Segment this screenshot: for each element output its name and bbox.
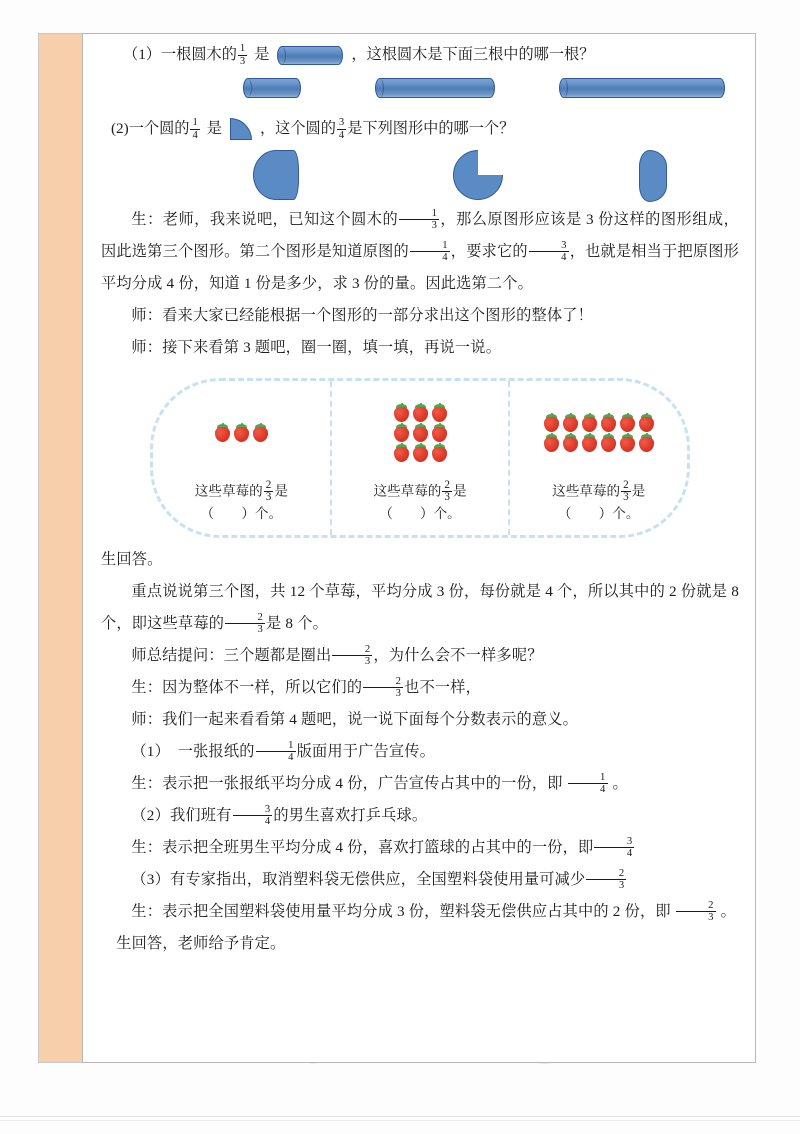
strawberry-icon [619, 434, 636, 452]
fraction-numerator: 2 [444, 478, 450, 491]
fraction-denominator: 3 [265, 491, 272, 504]
text-run: 生：表示把全班男生平均分成 4 份，喜欢打篮球的占其中的一份，即 [131, 839, 594, 856]
text-run: ，为什么会不一样多呢？ [373, 647, 543, 664]
fraction-numerator: 2 [364, 644, 371, 656]
fraction-denominator: 3 [586, 879, 626, 891]
text-run: 生：表示把全国塑料袋使用量平均分成 3 份，塑料袋无偿供应占其中的 2 份，即 [131, 903, 671, 920]
strawberry-row [543, 414, 655, 432]
strawberry-icon [562, 414, 579, 432]
strawberry-icon [233, 424, 250, 442]
exercise-1-fraction [238, 43, 247, 66]
fraction-numerator: 2 [708, 900, 714, 912]
fraction-denominator: 4 [233, 815, 273, 827]
page-bottom-rule-secondary [0, 1120, 800, 1121]
text-run: 是 8 个。 [266, 615, 328, 632]
text-run: 是 [274, 483, 288, 499]
paragraph-teacher-3: 师：我们一起来看看第 4 题吧，说一说下面每个分数表示的意义。 [131, 711, 579, 728]
fraction-numerator: 1 [431, 208, 438, 220]
strawberry-icon [431, 404, 448, 422]
strawberry-caption-2 [332, 480, 509, 523]
strawberry-caption-1 [153, 480, 330, 523]
strawberry-icon [543, 434, 560, 452]
strawberry-icon [393, 444, 410, 462]
paragraph-item-2 [101, 800, 739, 832]
strawberry-icon [393, 424, 410, 442]
fraction-numerator: 1 [239, 43, 246, 55]
page-bottom-rule [0, 1116, 800, 1117]
text-run: ，也就是相当于把原图形平均分成 4 份，知道 1 份是多少，求 3 份的量。因此选第二个。 [101, 243, 740, 292]
strawberry-row [214, 424, 269, 442]
exercise-2-prompt [101, 114, 739, 144]
cylinder-choices-row [101, 72, 739, 106]
strawberry-row [543, 434, 655, 452]
text-run: 是 [452, 483, 467, 499]
strawberry-icon [619, 414, 636, 432]
paragraph-item-3 [101, 864, 739, 896]
fraction-numerator: 1 [442, 240, 448, 252]
strawberry-panel [150, 378, 690, 538]
cylinder-choice-2[interactable] [375, 78, 495, 98]
document-content-box [82, 33, 756, 1063]
strawberry-grid-1 [153, 395, 330, 471]
text-run: 的男生喜欢打乒乓球。 [273, 807, 428, 824]
text-run: 这些草莓的 [552, 483, 621, 499]
strawberry-icon [543, 414, 560, 432]
strawberry-icon [600, 414, 617, 432]
inline-fraction [256, 740, 296, 763]
text-run: 是 [631, 483, 646, 499]
cylinder-choice-1[interactable] [243, 78, 301, 98]
exercise-1-suffix: ，这根圆木是下面三根中的哪一根？ [351, 46, 595, 63]
paragraph-item-3-answer [101, 896, 739, 928]
exercise-2-fraction-1 [190, 117, 199, 140]
paragraph-item-2-answer [101, 832, 739, 864]
strawberry-icon [600, 434, 617, 452]
text-run: 。 [720, 903, 737, 920]
exercise-2-fraction-2 [337, 117, 346, 140]
inline-fraction [399, 208, 439, 231]
fraction-numerator: 2 [623, 478, 629, 491]
fraction-numerator: 1 [192, 117, 198, 129]
fraction-numerator: 3 [264, 804, 271, 816]
fraction-numerator: 2 [395, 676, 402, 688]
inline-fraction [676, 900, 716, 923]
exercise-2-prefix: (2)一个圆的 [111, 120, 190, 137]
inline-fraction [442, 480, 452, 504]
exercise-1-mid: 是 [254, 46, 270, 63]
caption-line-2: （ ）个。 [379, 506, 461, 521]
fraction-numerator: 2 [265, 478, 272, 491]
strawberry-icon [252, 424, 269, 442]
strawberry-grid-3 [510, 395, 687, 471]
paragraph-student-1 [101, 204, 739, 300]
caption-line-1 [332, 480, 509, 504]
circle-choice-3-lens[interactable] [639, 150, 667, 202]
inline-fraction [332, 644, 372, 667]
text-run: ，要求它的 [450, 243, 528, 260]
text-run: 。 [612, 775, 628, 792]
inline-fraction [586, 868, 626, 891]
cylinder-sample-icon [277, 46, 343, 65]
fraction-numerator: 3 [561, 240, 567, 252]
inline-fraction [363, 676, 403, 699]
strawberry-icon [431, 424, 448, 442]
paragraph-teacher-summary [101, 640, 739, 672]
inline-fraction [264, 480, 274, 504]
left-accent-strip [38, 33, 82, 1063]
strawberry-grid-2 [332, 395, 509, 471]
fraction-denominator: 3 [363, 687, 403, 699]
fraction-denominator: 4 [338, 129, 345, 141]
exercise-1-prefix: （1）一根圆木的 [123, 46, 237, 63]
caption-line-2: （ ）个。 [200, 506, 283, 521]
text-run: 生：因为整体不一样，所以它们的 [131, 679, 363, 696]
inline-fraction [594, 836, 634, 859]
caption-line-2: （ ）个。 [557, 506, 640, 521]
text-run: 版面用于广告宣传。 [296, 743, 436, 760]
caption-line-1 [510, 480, 687, 504]
text-run: 也不一样， [404, 679, 482, 696]
fraction-denominator: 3 [623, 491, 629, 504]
exercise-2-mid: 是 [206, 120, 222, 137]
strawberry-cell-2[interactable] [330, 381, 509, 535]
strawberry-icon [214, 424, 231, 442]
text-run: 生：表示把一张报纸平均分成 4 份，广告宣传占其中的一份，即 [131, 775, 563, 792]
cylinder-choice-3[interactable] [559, 78, 725, 98]
text-run: 重点说说第三个图，共 12 个草莓，平均分成 3 份，每份就是 4 个，所以其中的 2 份就是 8 个，即这些草莓的 [101, 583, 739, 632]
paragraph-student-answer: 生回答。 [101, 551, 163, 568]
fraction-numerator: 1 [288, 740, 294, 752]
fraction-denominator: 4 [256, 751, 296, 763]
exercise-2-suffix: 是下列图形中的哪一个？ [347, 120, 515, 137]
inline-fraction [225, 612, 265, 635]
strawberry-icon [581, 434, 598, 452]
fraction-denominator: 3 [399, 219, 439, 231]
fraction-denominator: 4 [410, 251, 450, 263]
strawberry-icon [581, 414, 598, 432]
text-run: （2）我们班有 [131, 807, 232, 824]
inline-fraction [621, 480, 631, 504]
text-run: 师总结提问：三个题都是圈出 [131, 647, 332, 664]
strawberry-icon [638, 434, 655, 452]
fraction-denominator: 4 [529, 251, 569, 263]
strawberry-icon [412, 444, 429, 462]
strawberry-row [393, 444, 448, 462]
inline-fraction [410, 240, 450, 263]
circle-choices-row [101, 146, 739, 204]
circle-choice-2-three-quarter-pacman[interactable] [453, 150, 503, 200]
fraction-denominator: 3 [332, 655, 372, 667]
exercise-2-mid2: ，这个圆的 [259, 120, 336, 137]
strawberry-row [393, 424, 448, 442]
fraction-numerator: 2 [618, 868, 625, 880]
fraction-numerator: 3 [338, 117, 345, 129]
fraction-denominator: 4 [594, 847, 634, 859]
page-sheet [38, 33, 756, 1063]
paragraph-teacher-2: 师：接下来看第 3 题吧，圈一圈，填一填，再说一说。 [131, 339, 502, 356]
fraction-numerator: 2 [257, 612, 264, 624]
text-run: 这些草莓的 [373, 483, 442, 499]
text-run: （3）有专家指出，取消塑料袋无偿供应，全国塑料袋使用量可减少 [131, 871, 586, 888]
exercise-1-prompt [101, 40, 739, 70]
inline-fraction [529, 240, 569, 263]
fraction-denominator: 3 [444, 491, 450, 504]
strawberry-row [393, 404, 448, 422]
text-run: ，那么原图形应该是 3 份这样的图形组成，因此选第三个图形。第二个图形是知道原图的 [101, 211, 740, 260]
fraction-numerator: 3 [626, 836, 633, 848]
document-body [83, 40, 755, 960]
paragraph-student-2 [101, 672, 739, 704]
fraction-denominator: 4 [192, 129, 198, 141]
fraction-denominator: 3 [676, 911, 716, 923]
caption-line-1 [153, 480, 330, 504]
strawberry-icon [431, 444, 448, 462]
text-run: 这些草莓的 [194, 483, 263, 499]
fraction-denominator: 3 [225, 623, 265, 635]
strawberry-icon [638, 414, 655, 432]
text-run: （1） 一张报纸的 [131, 743, 255, 760]
paragraph-item-1-answer [101, 768, 739, 800]
paragraph-explain-third [101, 576, 739, 640]
fraction-numerator: 1 [600, 772, 606, 784]
inline-fraction [233, 804, 273, 827]
fraction-denominator: 3 [239, 55, 246, 67]
paragraph-item-1 [101, 736, 739, 768]
circle-choice-1-three-quarter-left[interactable] [253, 150, 299, 200]
strawberry-icon [562, 434, 579, 452]
strawberry-cell-1[interactable] [153, 381, 330, 535]
strawberry-caption-3 [510, 480, 687, 523]
strawberry-icon [412, 404, 429, 422]
paragraph-teacher-1: 师：看来大家已经能根据一个图形的一部分求出这个图形的整体了！ [131, 307, 594, 324]
strawberry-cell-3[interactable] [508, 381, 687, 535]
text-run: 生：老师，我来说吧，已知这个圆木的 [131, 211, 399, 228]
quarter-circle-sample-icon [230, 118, 252, 140]
strawberry-icon [412, 424, 429, 442]
inline-fraction [568, 772, 608, 795]
fraction-denominator: 4 [568, 783, 608, 795]
paragraph-closing: 生回答，老师给予肯定。 [116, 935, 286, 952]
strawberry-icon [393, 404, 410, 422]
